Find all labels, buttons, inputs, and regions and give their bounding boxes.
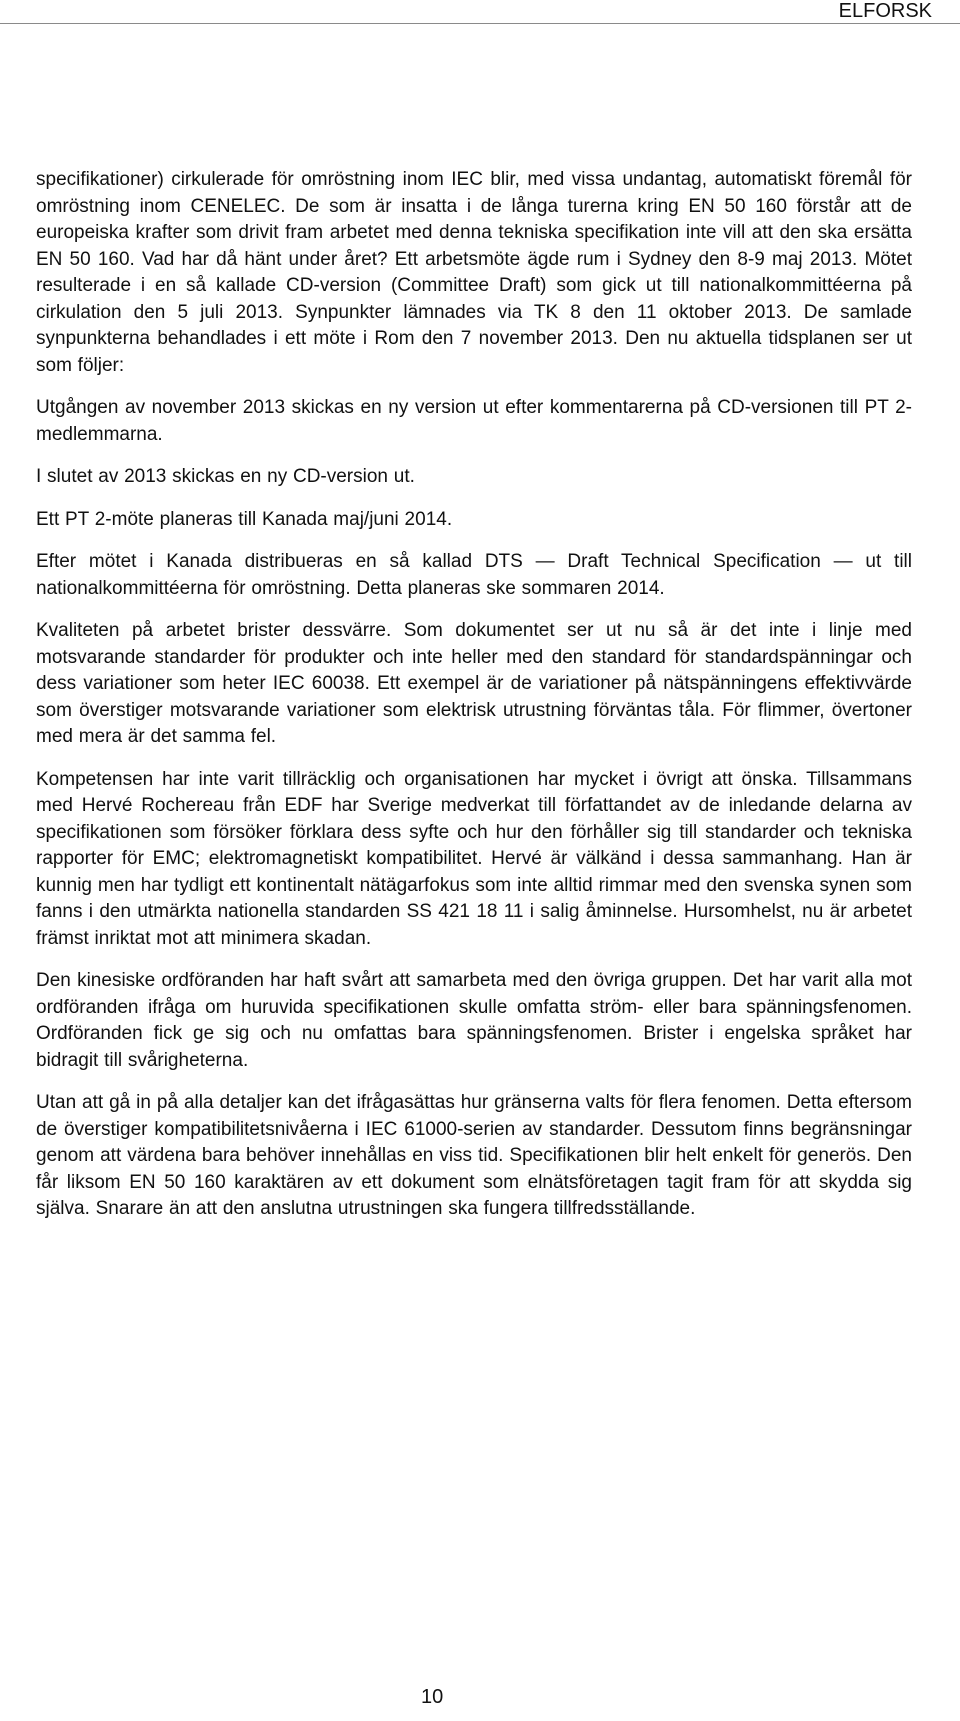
paragraph-november-version: Utgången av november 2013 skickas en ny version ut efter kommentarerna på CD-versionen till PT 2-medlemmarna.	[36, 397, 912, 445]
paragraph-pt2-meeting: Ett PT 2-möte planeras till Kanada maj/juni 2014.	[36, 508, 453, 530]
page-header	[0, 0, 960, 24]
header-title: ELFORSK	[838, 0, 932, 22]
paragraph-dts-distribution: Efter mötet i Kanada distribueras en så kallad DTS — Draft Technical Specification — ut till nationalkommittéerna för omröstning. Detta planeras ske sommaren 2014.	[36, 551, 912, 599]
paragraph-status-intro: specifikationer) cirkulerade för omröstning inom IEC blir, med vissa undantag, automatiskt föremål för omröstning inom CENELEC. De som är insatta i de långa turerna kring EN 50 160 förstår att de europeiska krafter som drivit fram arbetet med denna tekniska specifikation inte vill att den ska ersätta EN 50 160. Vad har då hänt under året? Ett arbetsmöte ägde rum i Sydney den 8-9 maj 2013. Mötet resulterade i en så kallade CD-version (Committee Draft) som gick ut till nationalkommittéerna på cirkulation den 5 juli 2013. Synpunkter lämnades via TK 8 den 11 oktober 2013. De samlade synpunkterna behandlades i ett möte i Rom den 7 november 2013. Den nu aktuella tidsplanen ser ut som följer:	[36, 169, 912, 376]
document-body	[36, 167, 912, 1239]
page-number: 10	[421, 1686, 444, 1708]
paragraph-limits: Utan att gå in på alla detaljer kan det ifrågasättas hur gränserna valts för flera fenomen. Detta eftersom de överstiger kompatibilitetsnivåerna i IEC 61000-serien av standarder. Dessutom finns begränsningar genom att värdena bara behöver innehållas en viss tid. Specifikationen blir helt enkelt för generös. Den får liksom EN 50 160 karaktären av ett dokument som elnätsföretagen tagit fram för att skydda sig själva. Snarare än att den anslutna utrustningen ska fungera tillfredsställande.	[36, 1092, 912, 1219]
paragraph-cd-version: I slutet av 2013 skickas en ny CD-version ut.	[36, 466, 415, 487]
paragraph-chair: Den kinesiske ordföranden har haft svårt att samarbeta med den övriga gruppen. Det har varit alla mot ordföranden ifråga om huruvida specifikationen skulle omfatta ström- eller bara spänningsfenomen. Ordföranden fick ge sig och nu omfattas bara spänningsfenomen. Brister i engelska språket har bidragit till svårigheterna.	[36, 970, 912, 1071]
paragraph-competence: Kompetensen har inte varit tillräcklig och organisationen har mycket i övrigt att önska. Tillsammans med Hervé Rochereau från EDF har Sverige medverkat till författandet av de inledande delarna av specifikationen som försöker förklara dess syfte och hur den förhåller sig till standarder och tekniska rapporter för EMC; elektromagnetiskt kompatibilitet. Hervé är välkänd i dessa sammanhang. Han är kunnig men har tydligt ett kontinentalt nätägarfokus som inte alltid rimmar med den svenska synen som fanns i den utmärkta nationella standarden SS 421 18 11 i salig åminnelse. Hursomhelst, nu är arbetet främst inriktat mot att minimera skadan.	[36, 768, 912, 949]
paragraph-quality: Kvaliteten på arbetet brister dessvärre. Som dokumentet ser ut nu så är det inte i linje med motsvarande standarder för produkter och inte heller med den standard för standardspänningar och dess variationer som heter IEC 60038. Ett exempel är de variationer på nätspänningens effektivvärde som överstiger motsvarande variationer som elektrisk utrustning förväntas tåla. För flimmer, övertoner med mera är det samma fel.	[36, 620, 912, 747]
